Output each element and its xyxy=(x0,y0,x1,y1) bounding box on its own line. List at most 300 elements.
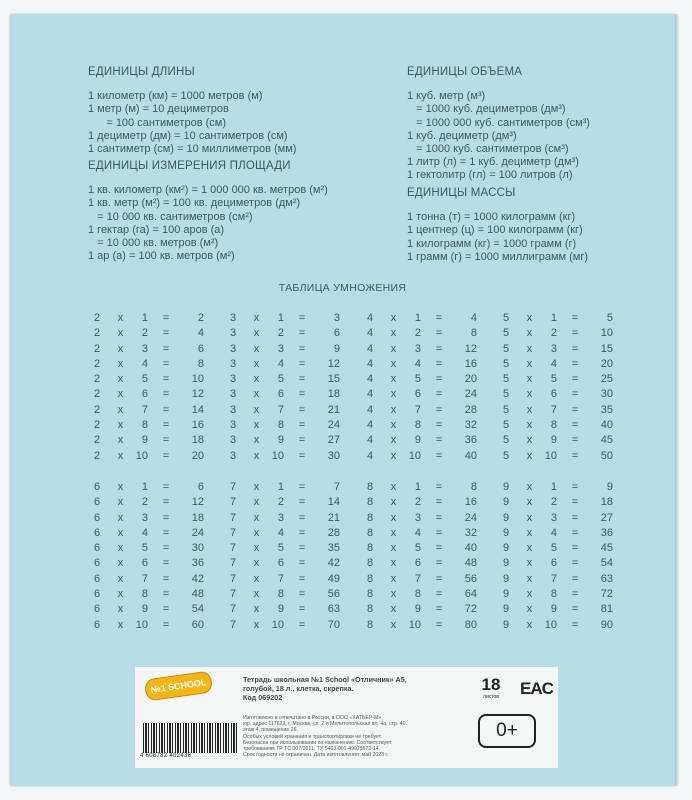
factor-b: 6 xyxy=(414,388,421,401)
multiplication-row xyxy=(230,449,340,464)
product-value: 10 xyxy=(191,373,204,386)
multiplication-row xyxy=(367,326,477,341)
product-value: 36 xyxy=(464,434,477,447)
multiplication-row xyxy=(503,449,613,464)
factor-a: 4 xyxy=(367,419,374,432)
factor-b: 8 xyxy=(550,419,557,432)
equals-sign: = xyxy=(571,481,579,493)
factor-a: 8 xyxy=(367,603,374,616)
times-sign: x xyxy=(526,434,533,447)
product-value: 63 xyxy=(600,572,613,585)
multiplication-row xyxy=(230,587,340,602)
multiplication-row xyxy=(367,418,477,433)
equals-sign: = xyxy=(571,618,579,631)
product-value: 16 xyxy=(464,357,477,370)
factor-b: 7 xyxy=(141,572,148,585)
multiplication-row xyxy=(94,480,204,495)
multiplication-row xyxy=(503,403,613,418)
equals-sign: = xyxy=(435,419,443,432)
multiplication-row xyxy=(230,480,340,495)
multiplication-row xyxy=(94,403,204,418)
sheet-count xyxy=(472,676,510,700)
equals-sign: = xyxy=(435,572,443,585)
factor-b: 6 xyxy=(550,388,557,401)
barcode-icon xyxy=(143,723,238,753)
equals-sign: = xyxy=(435,588,443,601)
times-sign: x xyxy=(253,618,260,631)
factor-a: 6 xyxy=(94,511,101,524)
product-value: 15 xyxy=(600,342,613,355)
factor-b: 1 xyxy=(414,481,421,493)
product-value: 35 xyxy=(327,542,340,555)
multiplication-row xyxy=(367,372,477,387)
factor-b: 5 xyxy=(141,373,148,386)
product-value: 28 xyxy=(327,526,340,539)
equals-sign: = xyxy=(298,327,306,340)
multiplication-row xyxy=(367,587,477,602)
product-value: 18 xyxy=(191,511,204,524)
product-value: 8 xyxy=(470,481,477,493)
factor-b: 7 xyxy=(414,403,421,416)
product-value: 10 xyxy=(600,327,613,340)
factor-a: 5 xyxy=(503,373,510,386)
times-sign: x xyxy=(390,496,397,509)
mass-line: 1 тонна (т) = 1000 килограмм (кг) xyxy=(407,211,576,224)
equals-sign: = xyxy=(435,403,443,416)
product-value: 27 xyxy=(327,434,340,447)
factor-a: 4 xyxy=(367,434,374,447)
factor-b: 5 xyxy=(414,542,421,555)
factor-b: 9 xyxy=(550,603,557,616)
multiplication-row xyxy=(230,311,340,326)
factor-a: 5 xyxy=(503,419,510,432)
volume-units-block xyxy=(407,66,590,183)
factor-b: 10 xyxy=(135,449,148,462)
multiplication-row xyxy=(94,387,204,402)
product-value: 45 xyxy=(600,434,613,447)
factor-a: 7 xyxy=(230,496,237,509)
mass-line: 1 центнер (ц) = 100 килограмм (кг) xyxy=(407,224,583,237)
product-description xyxy=(243,675,468,702)
factor-b: 10 xyxy=(408,618,421,631)
factor-b: 6 xyxy=(141,557,148,570)
multiplication-row xyxy=(230,511,340,526)
equals-sign: = xyxy=(571,388,579,401)
factor-a: 9 xyxy=(503,572,510,585)
multiplication-row xyxy=(94,495,204,510)
equals-sign: = xyxy=(162,542,170,555)
length-units-title: ЕДИНИЦЫ ДЛИНЫ xyxy=(88,66,195,78)
equals-sign: = xyxy=(571,603,579,616)
product-value: 80 xyxy=(464,618,477,631)
equals-sign: = xyxy=(571,357,579,370)
times-sign: x xyxy=(253,449,260,462)
times-sign: x xyxy=(526,357,533,370)
factor-a: 6 xyxy=(94,557,101,570)
factor-b: 5 xyxy=(550,373,557,386)
times-sign: x xyxy=(390,618,397,631)
factor-b: 2 xyxy=(550,327,557,340)
times-sign: x xyxy=(526,588,533,601)
product-value: 35 xyxy=(600,403,613,416)
equals-sign: = xyxy=(571,342,579,355)
product-value: 6 xyxy=(333,327,340,340)
sheet-count-number: 18 xyxy=(481,675,501,694)
times-sign: x xyxy=(390,388,397,401)
equals-sign: = xyxy=(298,342,306,355)
multiplication-column xyxy=(503,480,613,633)
factor-b: 3 xyxy=(141,342,148,355)
multiplication-row xyxy=(503,556,613,571)
times-sign: x xyxy=(526,496,533,509)
multiplication-row xyxy=(94,526,204,541)
factor-b: 3 xyxy=(414,511,421,524)
times-sign: x xyxy=(253,357,260,370)
equals-sign: = xyxy=(298,481,306,493)
product-value: 12 xyxy=(464,342,477,355)
multiplication-row xyxy=(367,449,477,464)
equals-sign: = xyxy=(162,526,170,539)
factor-a: 2 xyxy=(94,403,101,416)
factor-a: 6 xyxy=(94,588,101,601)
factor-a: 9 xyxy=(503,496,510,509)
equals-sign: = xyxy=(162,449,170,462)
factor-b: 3 xyxy=(550,511,557,524)
factor-a: 5 xyxy=(503,434,510,447)
multiplication-column xyxy=(230,311,340,464)
equals-sign: = xyxy=(435,327,443,340)
factor-a: 6 xyxy=(94,603,101,616)
equals-sign: = xyxy=(162,312,170,324)
factor-a: 9 xyxy=(503,618,510,631)
factor-b: 5 xyxy=(277,542,284,555)
factor-b: 10 xyxy=(271,618,284,631)
factor-a: 7 xyxy=(230,603,237,616)
product-value: 24 xyxy=(464,511,477,524)
product-value: 18 xyxy=(191,434,204,447)
product-value: 54 xyxy=(600,557,613,570)
multiplication-row xyxy=(94,449,204,464)
equals-sign: = xyxy=(571,496,579,509)
factor-a: 5 xyxy=(503,403,510,416)
multiplication-row xyxy=(503,618,613,633)
times-sign: x xyxy=(253,496,260,509)
multiplication-row xyxy=(230,495,340,510)
times-sign: x xyxy=(117,357,124,370)
factor-a: 6 xyxy=(94,496,101,509)
times-sign: x xyxy=(117,496,124,509)
multiplication-column xyxy=(503,311,613,464)
equals-sign: = xyxy=(435,449,443,462)
product-value: 63 xyxy=(327,603,340,616)
multiplication-column xyxy=(367,480,477,633)
factor-a: 8 xyxy=(367,511,374,524)
multiplication-row xyxy=(367,495,477,510)
factor-b: 2 xyxy=(141,496,148,509)
times-sign: x xyxy=(253,588,260,601)
factor-a: 3 xyxy=(230,419,237,432)
product-value: 12 xyxy=(191,388,204,401)
factor-b: 8 xyxy=(414,588,421,601)
factor-b: 4 xyxy=(550,357,557,370)
info-line: юр. адрес 117623, г. Москва, ул. 2-я Мелитопольская вл. 4а, стр. 40, xyxy=(243,721,407,728)
product-value: 21 xyxy=(327,511,340,524)
area-line: 1 кв. метр (м²) = 100 кв. дециметров (дм²) xyxy=(88,197,301,210)
times-sign: x xyxy=(526,327,533,340)
factor-a: 7 xyxy=(230,542,237,555)
manufacturer-info xyxy=(243,715,483,758)
factor-a: 7 xyxy=(230,526,237,539)
factor-b: 9 xyxy=(414,434,421,447)
times-sign: x xyxy=(390,357,397,370)
multiplication-row xyxy=(94,433,204,448)
times-sign: x xyxy=(253,603,260,616)
equals-sign: = xyxy=(298,572,306,585)
equals-sign: = xyxy=(435,357,443,370)
product-label xyxy=(135,667,558,768)
multiplication-row xyxy=(503,357,613,372)
multiplication-row xyxy=(94,556,204,571)
factor-a: 5 xyxy=(503,342,510,355)
times-sign: x xyxy=(117,434,124,447)
factor-b: 1 xyxy=(141,481,148,493)
factor-a: 9 xyxy=(503,557,510,570)
factor-b: 2 xyxy=(550,496,557,509)
factor-a: 2 xyxy=(94,342,101,355)
factor-b: 9 xyxy=(141,603,148,616)
multiplication-row xyxy=(94,357,204,372)
factor-b: 9 xyxy=(141,434,148,447)
equals-sign: = xyxy=(298,588,306,601)
multiplication-row xyxy=(503,387,613,402)
times-sign: x xyxy=(526,618,533,631)
product-value: 42 xyxy=(191,572,204,585)
multiplication-row xyxy=(503,495,613,510)
product-value: 4 xyxy=(470,312,477,324)
equals-sign: = xyxy=(298,434,306,447)
equals-sign: = xyxy=(298,496,306,509)
factor-a: 4 xyxy=(367,327,374,340)
equals-sign: = xyxy=(298,542,306,555)
length-line: 1 сантиметр (см) = 10 миллиметров (мм) xyxy=(88,143,297,156)
equals-sign: = xyxy=(435,481,443,493)
times-sign: x xyxy=(253,542,260,555)
multiplication-row xyxy=(230,403,340,418)
product-value: 24 xyxy=(327,419,340,432)
equals-sign: = xyxy=(571,327,579,340)
area-units-title: ЕДИНИЦЫ ИЗМЕРЕНИЯ ПЛОЩАДИ xyxy=(88,160,291,172)
product-value: 20 xyxy=(464,373,477,386)
multiplication-row xyxy=(94,418,204,433)
factor-b: 4 xyxy=(277,357,284,370)
length-line: 1 километр (км) = 1000 метров (м) xyxy=(88,90,263,103)
product-value: 14 xyxy=(191,403,204,416)
factor-a: 9 xyxy=(503,481,510,493)
multiplication-row xyxy=(94,541,204,556)
multiplication-row xyxy=(230,326,340,341)
factor-b: 1 xyxy=(414,312,421,324)
factor-b: 1 xyxy=(277,481,284,493)
product-value: 32 xyxy=(464,526,477,539)
product-value: 4 xyxy=(197,327,204,340)
factor-a: 3 xyxy=(230,449,237,462)
times-sign: x xyxy=(390,342,397,355)
equals-sign: = xyxy=(298,373,306,386)
equals-sign: = xyxy=(435,373,443,386)
factor-a: 7 xyxy=(230,588,237,601)
multiplication-row xyxy=(94,587,204,602)
product-value: 36 xyxy=(600,526,613,539)
area-units-block xyxy=(88,160,328,263)
product-value: 24 xyxy=(464,388,477,401)
product-line: Тетрадь школьная №1 School «Отличник» А5, xyxy=(243,675,407,684)
multiplication-row xyxy=(230,433,340,448)
factor-a: 7 xyxy=(230,557,237,570)
times-sign: x xyxy=(526,572,533,585)
equals-sign: = xyxy=(435,603,443,616)
equals-sign: = xyxy=(571,557,579,570)
multiplication-row xyxy=(230,342,340,357)
times-sign: x xyxy=(526,342,533,355)
times-sign: x xyxy=(526,312,533,324)
volume-line: = 1000 куб. дециметров (дм³) xyxy=(407,103,566,116)
times-sign: x xyxy=(390,312,397,324)
multiplication-row xyxy=(230,372,340,387)
product-value: 50 xyxy=(600,449,613,462)
multiplication-row xyxy=(230,602,340,617)
info-line: Особых условий хранения и транспортировки не требует. xyxy=(243,733,382,740)
times-sign: x xyxy=(117,419,124,432)
product-value: 12 xyxy=(327,357,340,370)
multiplication-table-title: ТАБЛИЦА УМНОЖЕНИЯ xyxy=(278,282,407,294)
area-line: = 10 000 кв. метров (м²) xyxy=(88,237,219,250)
product-value: 6 xyxy=(197,342,204,355)
mass-line: 1 килограмм (кг) = 1000 грамм (г) xyxy=(407,237,577,250)
times-sign: x xyxy=(253,327,260,340)
times-sign: x xyxy=(253,312,260,324)
multiplication-row xyxy=(503,372,613,387)
equals-sign: = xyxy=(571,403,579,416)
info-line: Изготовлено и отпечатано в России, в ООО «ХАТБЕР-М», xyxy=(243,715,383,721)
factor-a: 4 xyxy=(367,403,374,416)
factor-a: 8 xyxy=(367,496,374,509)
equals-sign: = xyxy=(435,511,443,524)
equals-sign: = xyxy=(298,557,306,570)
volume-units-title: ЕДИНИЦЫ ОБЪЕМА xyxy=(407,66,523,78)
length-line: 1 дециметр (дм) = 10 сантиметров (см) xyxy=(88,129,288,142)
factor-b: 10 xyxy=(408,449,421,462)
times-sign: x xyxy=(390,542,397,555)
equals-sign: = xyxy=(162,388,170,401)
times-sign: x xyxy=(117,557,124,570)
equals-sign: = xyxy=(298,449,306,462)
product-value: 27 xyxy=(600,511,613,524)
times-sign: x xyxy=(117,403,124,416)
times-sign: x xyxy=(526,373,533,386)
length-line: 1 метр (м) = 10 дециметров xyxy=(88,103,229,116)
multiplication-row xyxy=(503,480,613,495)
factor-a: 5 xyxy=(503,357,510,370)
product-value: 30 xyxy=(191,542,204,555)
product-value: 60 xyxy=(191,618,204,631)
multiplication-row xyxy=(94,572,204,587)
multiplication-row xyxy=(367,311,477,326)
factor-b: 8 xyxy=(550,588,557,601)
info-line: Безопасна при использовании по назначению. Соответствует xyxy=(243,739,392,746)
product-value: 81 xyxy=(600,603,613,616)
volume-line: 1 куб. метр (м³) xyxy=(407,90,486,103)
factor-a: 2 xyxy=(94,312,101,324)
times-sign: x xyxy=(117,327,124,340)
product-value: 16 xyxy=(191,419,204,432)
times-sign: x xyxy=(526,449,533,462)
multiplication-row xyxy=(367,403,477,418)
multiplication-row xyxy=(367,602,477,617)
factor-b: 8 xyxy=(414,419,421,432)
factor-b: 4 xyxy=(550,526,557,539)
multiplication-row xyxy=(367,357,477,372)
factor-b: 8 xyxy=(277,588,284,601)
product-value: 48 xyxy=(191,588,204,601)
times-sign: x xyxy=(390,403,397,416)
factor-a: 8 xyxy=(367,588,374,601)
times-sign: x xyxy=(253,342,260,355)
times-sign: x xyxy=(390,327,397,340)
multiplication-row xyxy=(230,526,340,541)
equals-sign: = xyxy=(298,603,306,616)
times-sign: x xyxy=(526,403,533,416)
multiplication-row xyxy=(503,526,613,541)
product-value: 32 xyxy=(464,419,477,432)
factor-b: 1 xyxy=(141,312,148,324)
product-value: 72 xyxy=(464,603,477,616)
equals-sign: = xyxy=(435,557,443,570)
equals-sign: = xyxy=(162,481,170,493)
equals-sign: = xyxy=(162,511,170,524)
factor-a: 8 xyxy=(367,557,374,570)
volume-line: 1 куб. дециметр (дм³) xyxy=(407,129,517,142)
mass-units-block xyxy=(407,187,588,264)
equals-sign: = xyxy=(162,434,170,447)
product-value: 48 xyxy=(464,557,477,570)
factor-a: 7 xyxy=(230,618,237,631)
factor-a: 9 xyxy=(503,603,510,616)
equals-sign: = xyxy=(162,327,170,340)
factor-b: 10 xyxy=(544,618,557,631)
equals-sign: = xyxy=(571,588,579,601)
factor-a: 3 xyxy=(230,403,237,416)
equals-sign: = xyxy=(162,357,170,370)
product-value: 12 xyxy=(191,496,204,509)
factor-a: 2 xyxy=(94,373,101,386)
multiplication-row xyxy=(367,556,477,571)
times-sign: x xyxy=(117,526,124,539)
factor-b: 4 xyxy=(141,526,148,539)
factor-a: 8 xyxy=(367,618,374,631)
product-value: 28 xyxy=(464,403,477,416)
multiplication-row xyxy=(503,433,613,448)
info-line: этаж 4, помещение 26. xyxy=(243,727,298,734)
times-sign: x xyxy=(390,557,397,570)
times-sign: x xyxy=(253,403,260,416)
equals-sign: = xyxy=(298,403,306,416)
volume-line: = 1000 куб. сантиметров (см³) xyxy=(407,143,569,156)
factor-b: 2 xyxy=(414,327,421,340)
factor-a: 3 xyxy=(230,342,237,355)
factor-a: 2 xyxy=(94,388,101,401)
factor-a: 3 xyxy=(230,357,237,370)
multiplication-row xyxy=(230,418,340,433)
